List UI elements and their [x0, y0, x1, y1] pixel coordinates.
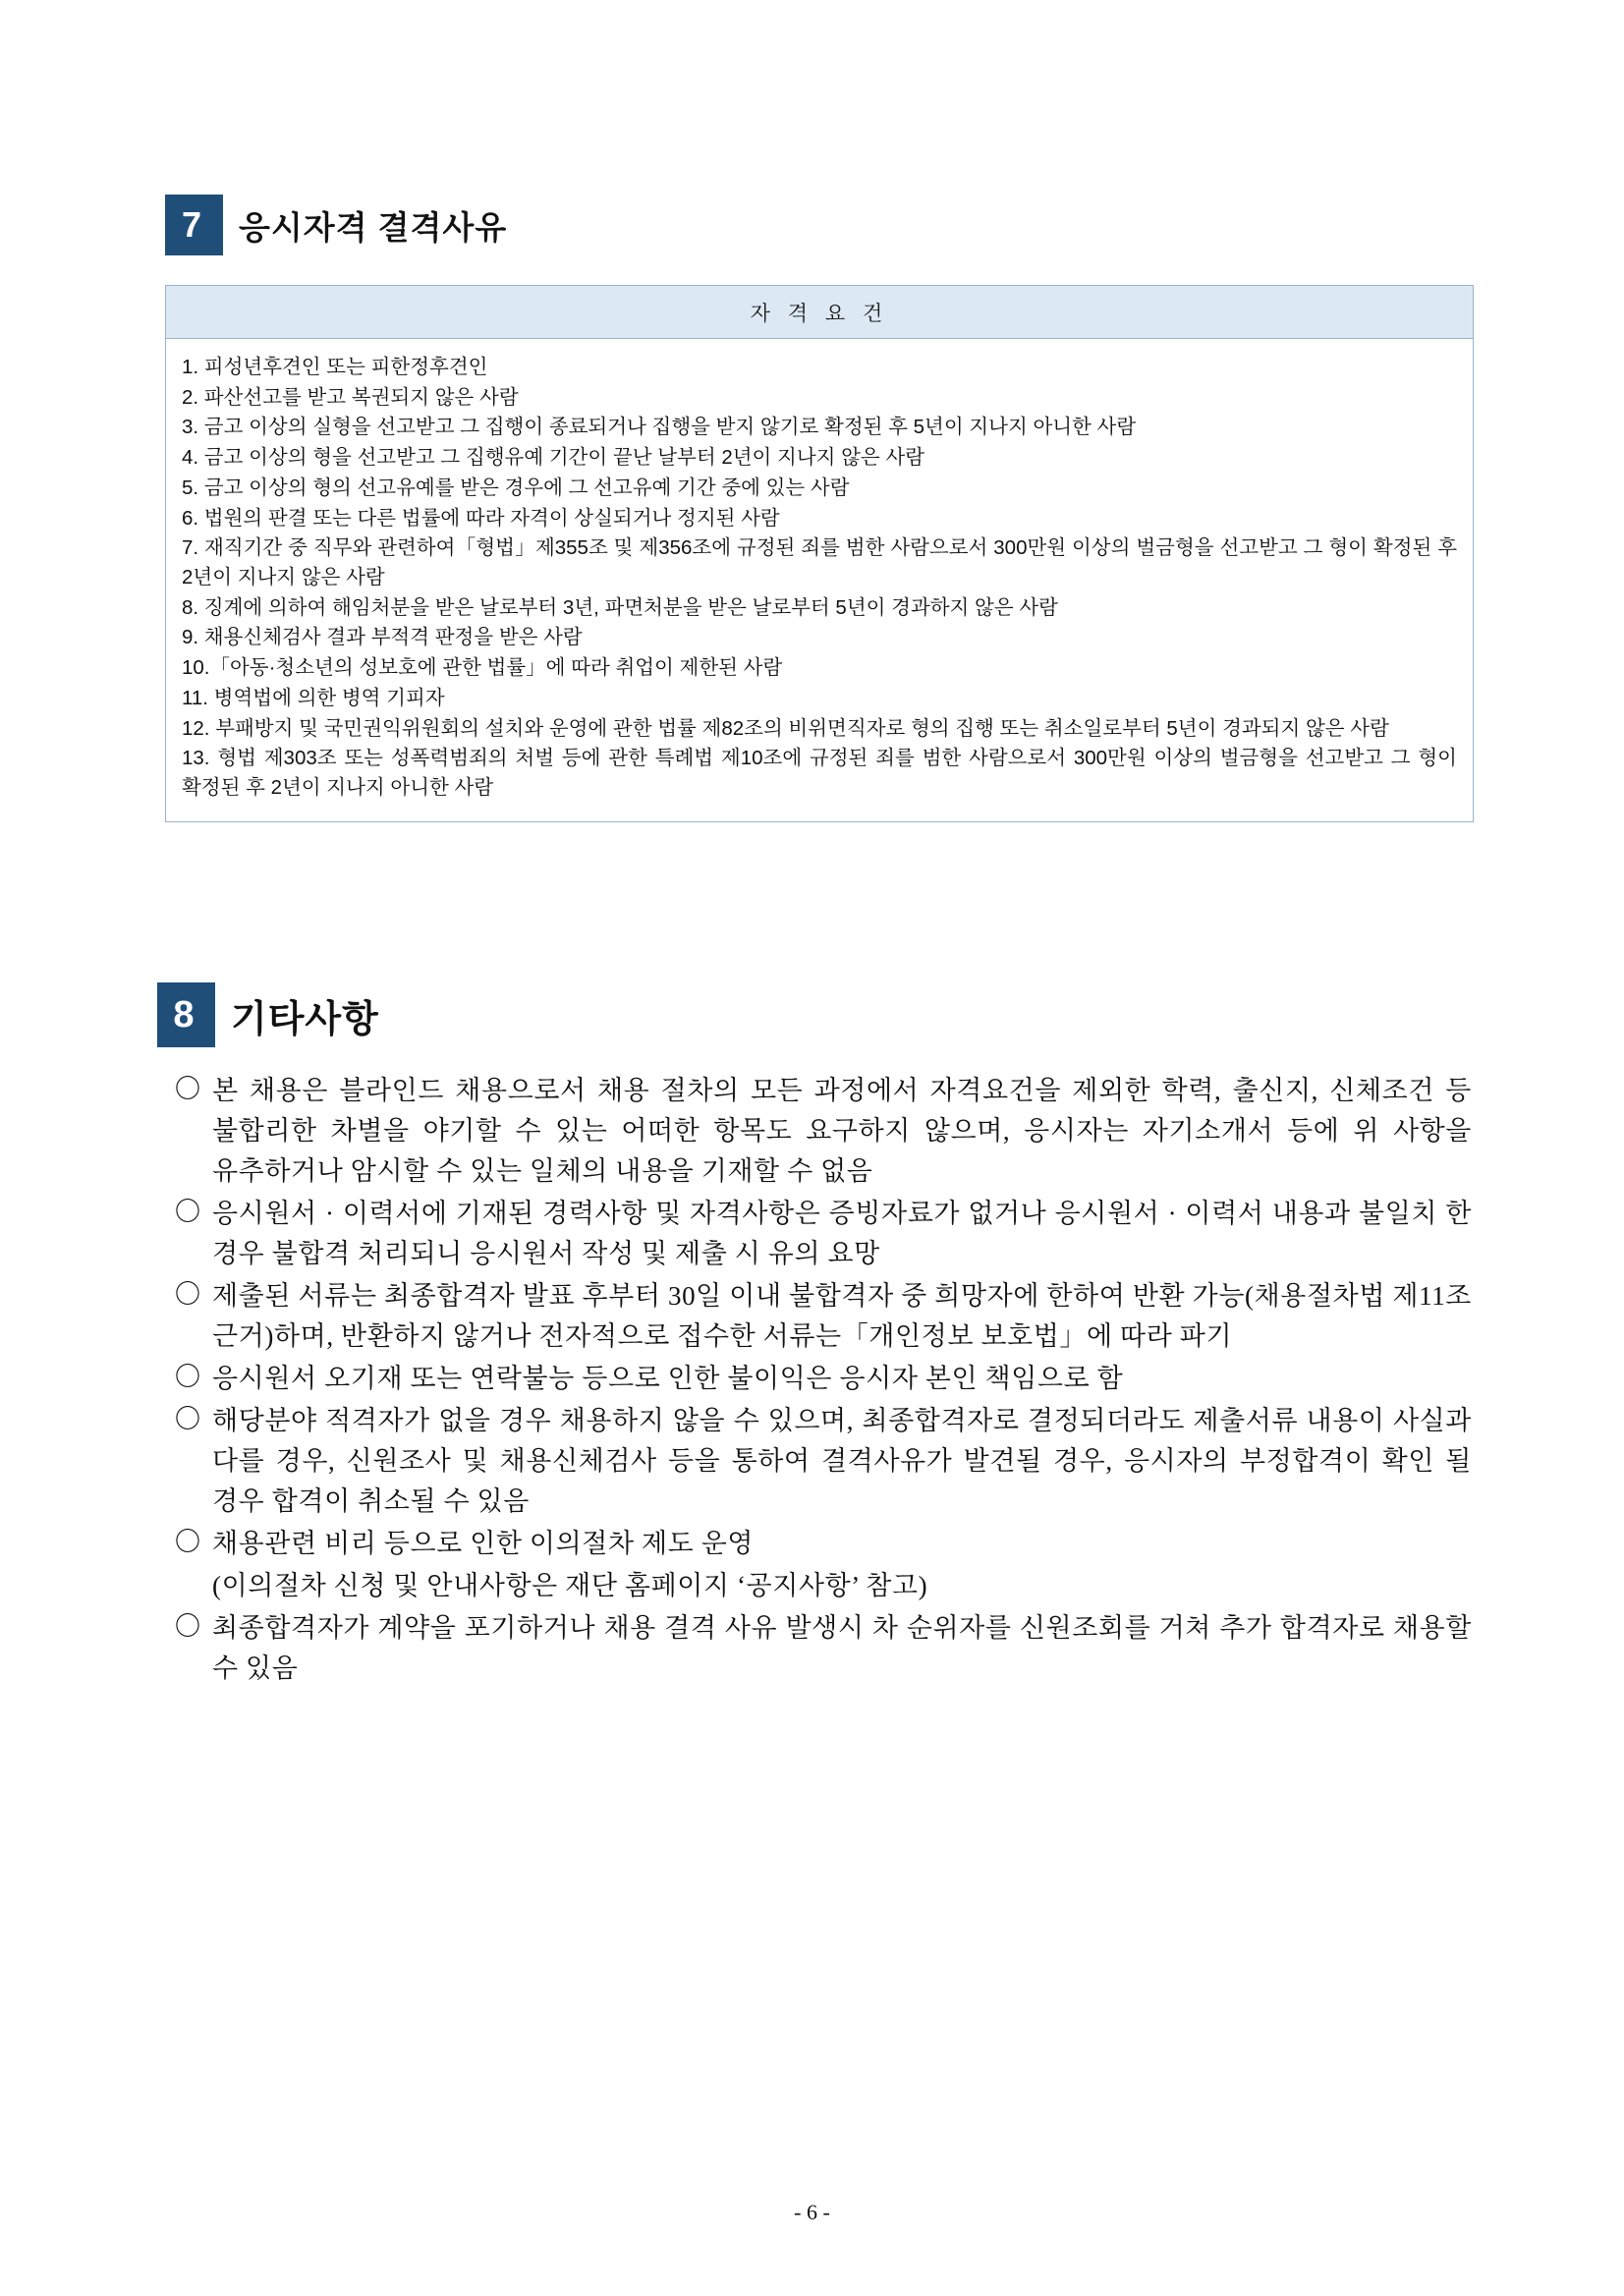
section-heading-7 [165, 195, 1472, 255]
bullet-icon: 〇 [175, 1363, 201, 1393]
section-title: 기타사항 [231, 998, 379, 1040]
list-item: 7. 재직기간 중 직무와 관련하여「형법」제355조 및 제356조에 규정된 죄를 범한 사람으로서 300만원 이상의 벌금형을 선고받고 그 형이 확정된 후 2년이 지나지 않은 사람 [182, 536, 1457, 589]
list-item-text: 제출된 서류는 최종합격자 발표 후부터 30일 이내 불합격자 중 희망자에 한하여 반환 가능(채용절차법 제11조 근거)하며, 반환하지 않거나 전자적으로 접수한 서류는「개인정보 보호법」에 따라 파기 [212, 1281, 1472, 1352]
list-item-text: 해당분야 적격자가 없을 경우 채용하지 않을 수 있으며, 최종합격자로 결정되더라도 제출서류 내용이 사실과 다를 경우, 신원조사 및 채용신체검사 등을 통하여 결격사유가 발견될 경우, 응시자의 부정합격이 확인 될 경우 합격이 취소될 수 있음 [212, 1406, 1472, 1517]
table-body [166, 339, 1473, 821]
table-header-label: 자 격 요 건 [166, 286, 1473, 339]
list-item-text: 채용관련 비리 등으로 인한 이의절차 제도 운영 [212, 1529, 755, 1559]
list-item [175, 1071, 1472, 1192]
list-item: 2. 파산선고를 받고 복권되지 않은 사람 [182, 385, 519, 409]
list-item-text: 최종합격자가 계약을 포기하거나 채용 결격 사유 발생시 차 순위자를 신원조회를 거쳐 추가 합격자로 채용할 수 있음 [212, 1613, 1472, 1684]
list-item: 3. 금고 이상의 실형을 선고받고 그 집행이 종료되거나 집행을 받지 않기로 확정된 후 5년이 지나지 아니한 사람 [182, 416, 1137, 439]
list-item [175, 1566, 1472, 1606]
list-item: 5. 금고 이상의 형의 선고유예를 받은 경우에 그 선고유예 기간 중에 있는 사람 [182, 476, 850, 499]
bullet-icon: 〇 [175, 1612, 201, 1643]
section-title-wrap [210, 982, 1474, 1047]
section-heading-8 [157, 982, 1474, 1047]
bullet-icon: 〇 [175, 1405, 201, 1435]
list-item-text: 응시원서 · 이력서에 기재된 경력사항 및 자격사항은 증빙자료가 없거나 응시원서 · 이력서 내용과 불일치 한 경우 불합격 처리되니 응시원서 작성 및 제출 시 유의 요망 [212, 1199, 1472, 1269]
section-number-badge: 7 [165, 195, 218, 255]
list-item: 8. 징계에 의하여 해임처분을 받은 날로부터 3년, 파면처분을 받은 날로부터 5년이 경과하지 않은 사람 [182, 595, 1058, 619]
list-item [175, 1524, 1472, 1564]
other-notes-list [175, 1071, 1472, 1691]
list-item: 6. 법원의 판결 또는 다른 법률에 따라 자격이 상실되거나 정지된 사람 [182, 506, 780, 530]
section-number-badge: 8 [157, 982, 210, 1047]
list-item [175, 1194, 1472, 1274]
section-title-wrap [218, 195, 1472, 255]
bullet-icon: 〇 [175, 1075, 201, 1104]
section-title: 응시자격 결격사유 [239, 208, 508, 246]
list-item-text: 응시원서 오기재 또는 연락불능 등으로 인한 불이익은 응시자 본인 책임으로 함 [212, 1364, 1124, 1394]
bullet-icon: 〇 [175, 1198, 201, 1228]
list-item: 4. 금고 이상의 형을 선고받고 그 집행유예 기간이 끝난 날부터 2년이 지나지 않은 사람 [182, 446, 925, 470]
list-item: 11. 병역법에 의한 병역 기피자 [182, 686, 445, 709]
list-item [175, 1276, 1472, 1357]
list-item: 12. 부패방지 및 국민권익위원회의 설치와 운영에 관한 법률 제82조의 비위면직자로 형의 집행 또는 취소일로부터 5년이 경과되지 않은 사람 [182, 716, 1389, 740]
bullet-icon: 〇 [175, 1528, 201, 1558]
list-item [175, 1608, 1472, 1689]
qualification-disqualification-box [165, 285, 1474, 822]
list-item-text: (이의절차 신청 및 안내사항은 재단 홈페이지 ‘공지사항’ 참고) [212, 1571, 928, 1601]
list-item [175, 1359, 1472, 1399]
list-item: 13. 형법 제303조 또는 성폭력범죄의 처벌 등에 관한 특례법 제10조에 규정된 죄를 범한 사람으로서 300만원 이상의 벌금형을 선고받고 그 형이 확정된 후 2년이 지나지 아니한 사람 [182, 747, 1457, 800]
page-number: - 6 - [794, 2200, 830, 2224]
list-item-text: 본 채용은 블라인드 채용으로서 채용 절차의 모든 과정에서 자격요건을 제외한 학력, 출신지, 신체조건 등 불합리한 차별을 야기할 수 있는 어떠한 항목도 요구하지 않으며, 응시자는 자기소개서 등에 위 사항을 유추하거나 암시할 수 있는 일체의 내용을 기재할 수 없음 [212, 1076, 1472, 1187]
bullet-icon: 〇 [175, 1280, 201, 1311]
list-item: 1. 피성년후견인 또는 피한정후견인 [182, 356, 488, 378]
list-item: 10.「아동·청소년의 성보호에 관한 법률」에 따라 취업이 제한된 사람 [182, 656, 783, 680]
list-item: 9. 채용신체검사 결과 부적격 판정을 받은 사람 [182, 626, 583, 649]
list-item [175, 1401, 1472, 1522]
